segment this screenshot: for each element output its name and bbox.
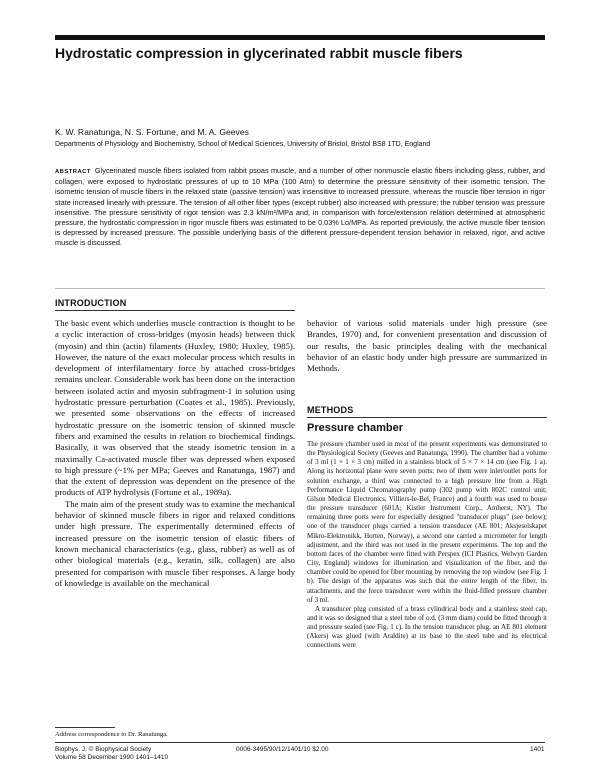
page-number: 1401 xyxy=(530,746,545,753)
intro-paragraph-2: The main aim of the present study was to examine the mechanical behavior of skinned muscle fibers in rigor and relaxed conditions under high pressure. The experimentally determined effects of increased pressure on the isometric tension of elastic fibers of known mechanical characteristics (e.g., glass, rubber) as well as of other biological materials (e.g., keratin, silk, collagen) are also presented for comparison with muscle fiber responses. A large body of knowledge is available on the mechanical xyxy=(55,498,295,588)
pressure-chamber-subheading: Pressure chamber xyxy=(307,422,403,434)
footer-issn: 0006-3495/90/12/1401/10 $2.00 xyxy=(236,746,329,753)
methods-heading: METHODS xyxy=(307,405,354,415)
footnote-rule xyxy=(55,727,115,728)
introduction-heading: INTRODUCTION xyxy=(55,298,127,308)
methods-paragraph-2: A transducer plug consisted of a brass cylindrical body and a stainless steel cap, and it was so designed that a steel tube of o.d. (3 mm diam) could be fitted through it and pressure sealed (see Fig. 1 c). In the tension transducer plug, an AE 801 element (Akers) was glued (with Araldite) at its base to the steel tube and its electrical connections were xyxy=(307,604,547,650)
affiliation: Departments of Physiology and Biochemistry, School of Medical Sciences, University of Bristol, Bristol BS8 1TD, England xyxy=(55,141,431,148)
author-list: K. W. Ranatunga, N. S. Fortune, and M. A. Geeves xyxy=(55,127,249,137)
right-column xyxy=(307,440,547,651)
section-divider xyxy=(55,288,545,289)
methods-rule xyxy=(307,417,547,418)
article-title: Hydrostatic compression in glycerinated rabbit muscle fibers xyxy=(55,45,463,61)
footer-journal xyxy=(55,746,168,762)
introduction-rule xyxy=(55,310,295,311)
footnote: Address correspondence to Dr. Ranatunga. xyxy=(55,731,168,738)
footer-rule xyxy=(55,742,545,743)
methods-paragraph-1: The pressure chamber used in most of the present experiments was demonstrated to the Physiological Society (Geeves and Ranatunga, 1990). The chamber had a volume of 3 ml (1 × 1 × 3 cm) milled in a stainless block of 5 × 7 × 14 cm (see Fig. 1 a). Along its horizontal plane were seven ports; two of them were inlet/outlet ports for solution exchange, a third was connected to a high pressure line from a High Performance Liquid Chromatography pump (302 pump with 802C control unit; Gilson Medical Electronics, Villiers-le-Bel, France) and a fourth was used to house the pressure transducer (601A; Kistler Instrument Corp., Amherst, NY). The remaining three ports were for especially designed "transducer plugs" (see below); one of the transducer plugs carried a tension transducer (AE 801; Aksjeselskapet Mikro-Elektronikk, Horten, Norway), a second one carried a micrometer for length adjustment, and the third was not used in the present experiments. The top and the bottom faces of the chamber were fitted with Perspex (ICI Plastics, Welwyn Garden City, England) windows for illumination and visualization of the fiber, and the chamber could be opened for fiber mounting by removing the top window (see Fig. 1 b). The design of the apparatus was such that the entire length of the fiber, its attachments, and the force transducer were within the fluid-filled pressure chamber of 3 ml. xyxy=(307,440,547,604)
left-column xyxy=(55,318,295,589)
footer-journal-name: Biophys. J. © Biophysical Society xyxy=(55,746,152,753)
header-bar xyxy=(55,35,545,40)
footer-volume: Volume 58 December 1990 1401–1410 xyxy=(55,754,169,761)
intro-continuation: behavior of various solid materials under high pressure (see Brandes, 1970) and, for convenient presentation and discussion of our results, the basic principles dealing with the mechanical behavior of an elastic body under high pressure are summarized in Methods. xyxy=(307,318,547,374)
abstract-text: Glycerinated muscle fibers isolated from rabbit psoas muscle, and a number of other nonmuscle elastic fibers including glass, rubber, and collagen, were exposed to hydrostatic pressures of up to 10 MPa (100 Atm) to determine the pressure sensitivity of their isometric tension. The isometric tension of muscle fibers in the relaxed state (passive tension) was insensitive to increased pressure, whereas the muscle fiber tension in rigor state increased linearly with pressure. The tension of all other fiber types (except rubber) also increased with pressure; the rubber tension was pressure insensitive. The pressure sensitivity of rigor tension was 2.3 kN/m²/MPa and, in comparison with force/extension relation determined at atmospheric pressure, the hydrostatic compression in rigor muscle fibers was estimated to be 0.03% Lo/MPa. As reported previously, the active muscle fiber tension is depressed by increased pressure. The possible underlying basis of the different pressure-dependent tension behavior in relaxed, rigor, and active muscle is discussed. xyxy=(55,166,545,248)
abstract xyxy=(55,166,545,249)
abstract-label: ABSTRACT xyxy=(55,169,91,175)
intro-paragraph-1: The basic event which underlies muscle contraction is thought to be a cyclic interaction of cross-bridges (myosin heads) between thick (myosin) and thin (actin) filaments (Huxley, 1980; Huxley, 1985). However, the nature of the exact molecular process which results in development of interfilamentary force by attached cross-bridges remains unclear. Considerable work has been done on the interaction between isolated actin and myosin subfragment-1 in solution using hydrostatic pressure perturbation (Coates et al., 1985). Previously, we presented some observations on the effects of increased hydrostatic pressure on the isometric tension of skinned muscle fibers and examined the results in relation to biochemical findings. Basically, it was observed that the steady isometric tension in a maximally Ca-activated muscle fiber was depressed when exposed to high pressure (~1% per MPa; Geeves and Ranatunga, 1987) and that the extent of depression was dependent on the presence of the products of ATP hydrolysis (Fortune et al., 1989a). xyxy=(55,318,295,498)
